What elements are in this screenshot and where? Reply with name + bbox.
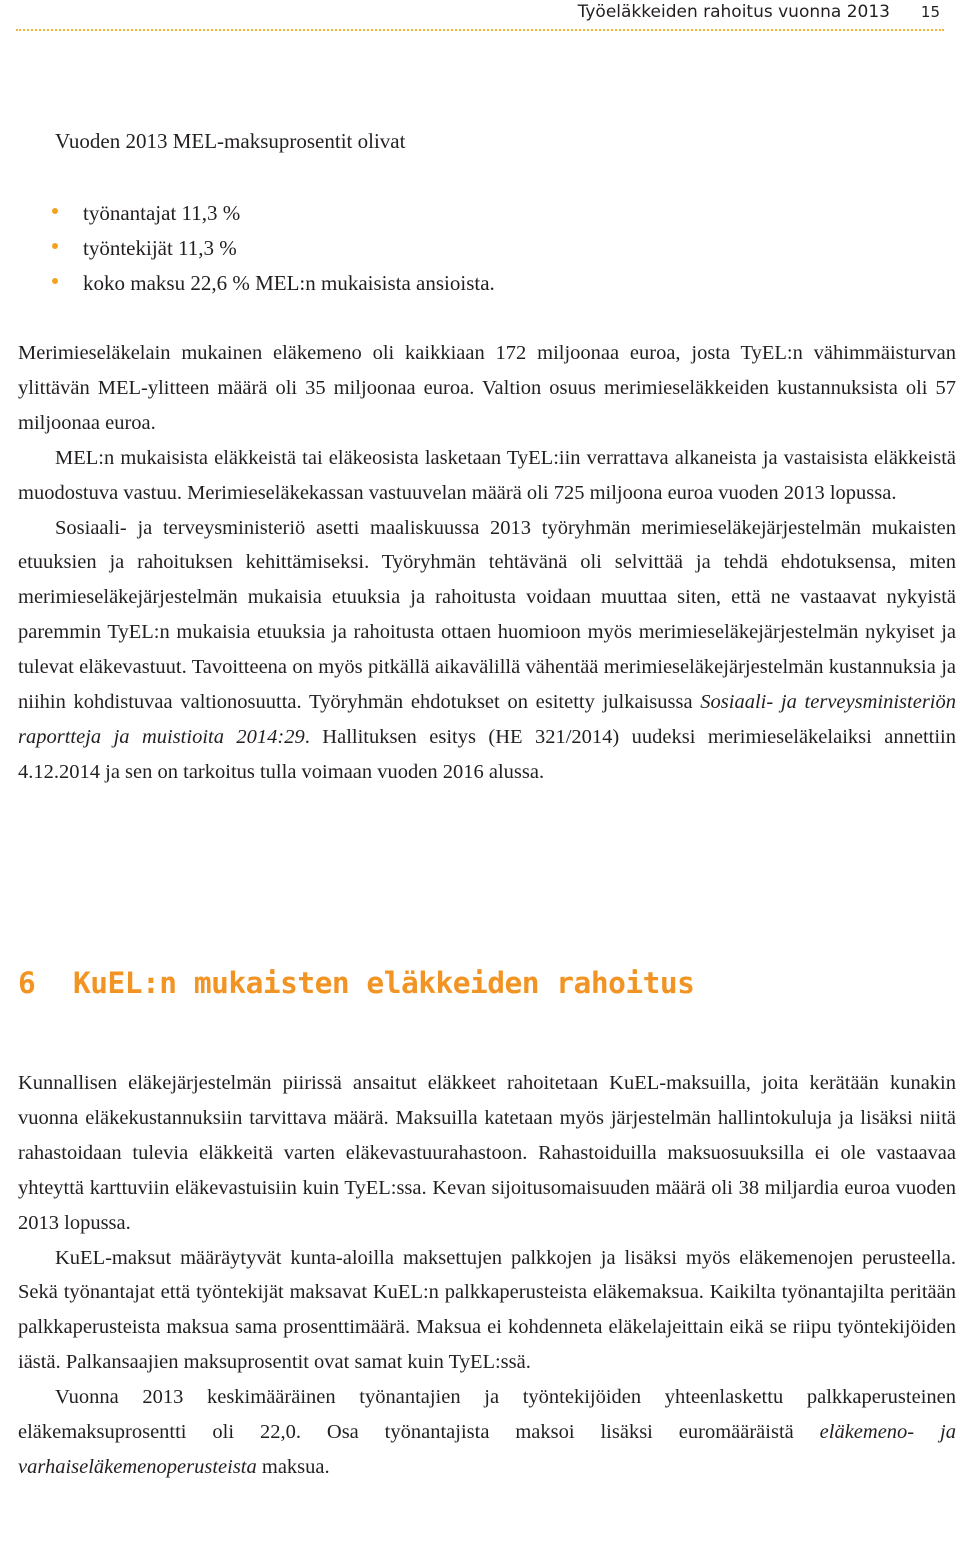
bullet-icon	[52, 278, 58, 284]
paragraph: Vuonna 2013 keskimääräinen työnantajien ja työntekijöiden yhteenlaskettu palkkaperusteinen eläkemaksuprosentti oli 22,0. Osa työnantajista maksoi lisäksi euromääräistä eläkemeno- ja varhaiseläkemenoperusteista maksua.	[18, 1386, 956, 1478]
header-dotted-rule	[16, 29, 944, 31]
bullet-icon	[52, 243, 58, 249]
paragraph: Merimieseläkelain mukainen eläkemeno oli kaikkiaan 172 miljoonaa euroa, josta TyEL:n vähimmäisturvan ylittävän MEL-ylitteen määrä oli 35 miljoonaa euroa. Valtion osuus merimieseläkkeiden kustannuksista oli 57 miljoonaa euroa.	[18, 342, 956, 434]
mel-section-text	[18, 336, 956, 790]
bullet-icon	[52, 208, 58, 214]
list-item: koko maksu 22,6 % MEL:n mukaisista ansioista.	[50, 266, 495, 301]
list-item: työnantajat 11,3 %	[50, 196, 495, 231]
contribution-rate-list	[50, 196, 495, 301]
page-number: 15	[920, 3, 940, 21]
report-title: Sosiaali- ja terveysministeriön raportteja ja muistioita 2014:29	[18, 691, 956, 748]
kuel-section-text	[18, 1066, 956, 1485]
italic-term: eläkemeno- ja varhaiseläkemenoperusteista	[18, 1421, 956, 1478]
intro-line: Vuoden 2013 MEL-maksuprosentit olivat	[55, 129, 406, 153]
section-number: 6	[18, 966, 36, 1000]
paragraph: KuEL-maksut määräytyvät kunta-aloilla maksettujen palkkojen ja lisäksi myös eläkemenojen perusteella. Sekä työnantajat että työntekijät maksavat KuEL:n palkkaperusteista eläkemaksua. Kaikilta työnantajilta peritään palkkaperusteista maksua sama prosenttimäärä. Maksua ei kohdenneta eläkelajeittain eikä se riipu työntekijöiden iästä. Palkansaajien maksuprosentit ovat samat kuin TyEL:ssä.	[18, 1246, 956, 1374]
list-item: työntekijät 11,3 %	[50, 231, 495, 266]
section-title: KuEL:n mukaisten eläkkeiden rahoitus	[73, 966, 695, 1000]
running-header	[0, 0, 960, 32]
paragraph: MEL:n mukaisista eläkkeistä tai eläkeosista lasketaan TyEL:iin verrattava alkaneista ja vastaisista eläkkeistä muodostuva vastuu. Merimieseläkekassan vastuuvelan määrä oli 725 miljoona euroa vuoden 2013 lopussa.	[18, 446, 956, 504]
paragraph: Kunnallisen eläkejärjestelmän piirissä ansaitut eläkkeet rahoitetaan KuEL-maksuilla, joita kerätään kunakin vuonna eläkekustannuksiin tarvittava määrä. Maksuilla katetaan myös järjestelmän hallintokuluja ja lisäksi niitä rahastoidaan tulevia eläkkeitä varten eläkevastuurahastoon. Rahastoiduilla maksuosuuksilla ei ole vastaavaa yhteyttä karttuviin eläkevastuisiin kuin TyEL:ssa. Kevan sijoitusomaisuuden määrä oli 38 miljardia euroa vuoden 2013 lopussa.	[18, 1072, 956, 1234]
section-heading	[18, 966, 694, 1000]
paragraph: Sosiaali- ja terveysministeriö asetti maaliskuussa 2013 työryhmän merimieseläkejärjestelmän mukaisten etuuksien ja rahoituksen kehittämiseksi. Työryhmän tehtävänä oli selvittää ja tehdä ehdotuksensa, miten merimieseläkejärjestelmän mukaisia etuuksia ja rahoitusta voidaan muuttaa siten, että ne vastaavat nykyistä paremmin TyEL:n mukaisia etuuksia ja rahoitusta ottaen huomioon myös merimieseläkejärjestelmän nykyiset ja tulevat eläkevastuut. Tavoitteena on myös pitkällä aikavälillä vähentää merimieseläkejärjestelmän kustannuksia ja niihin kohdistuvaa valtionosuutta. Työryhmän ehdotukset on esitetty julkaisussa Sosiaali- ja terveysministeriön raportteja ja muistioita 2014:29. Hallituksen esitys (HE 321/2014) uudeksi merimieseläkelaiksi annettiin 4.12.2014 ja sen on tarkoitus tulla voimaan vuoden 2016 alussa.	[18, 516, 956, 783]
running-title: Työeläkkeiden rahoitus vuonna 2013	[577, 2, 890, 22]
